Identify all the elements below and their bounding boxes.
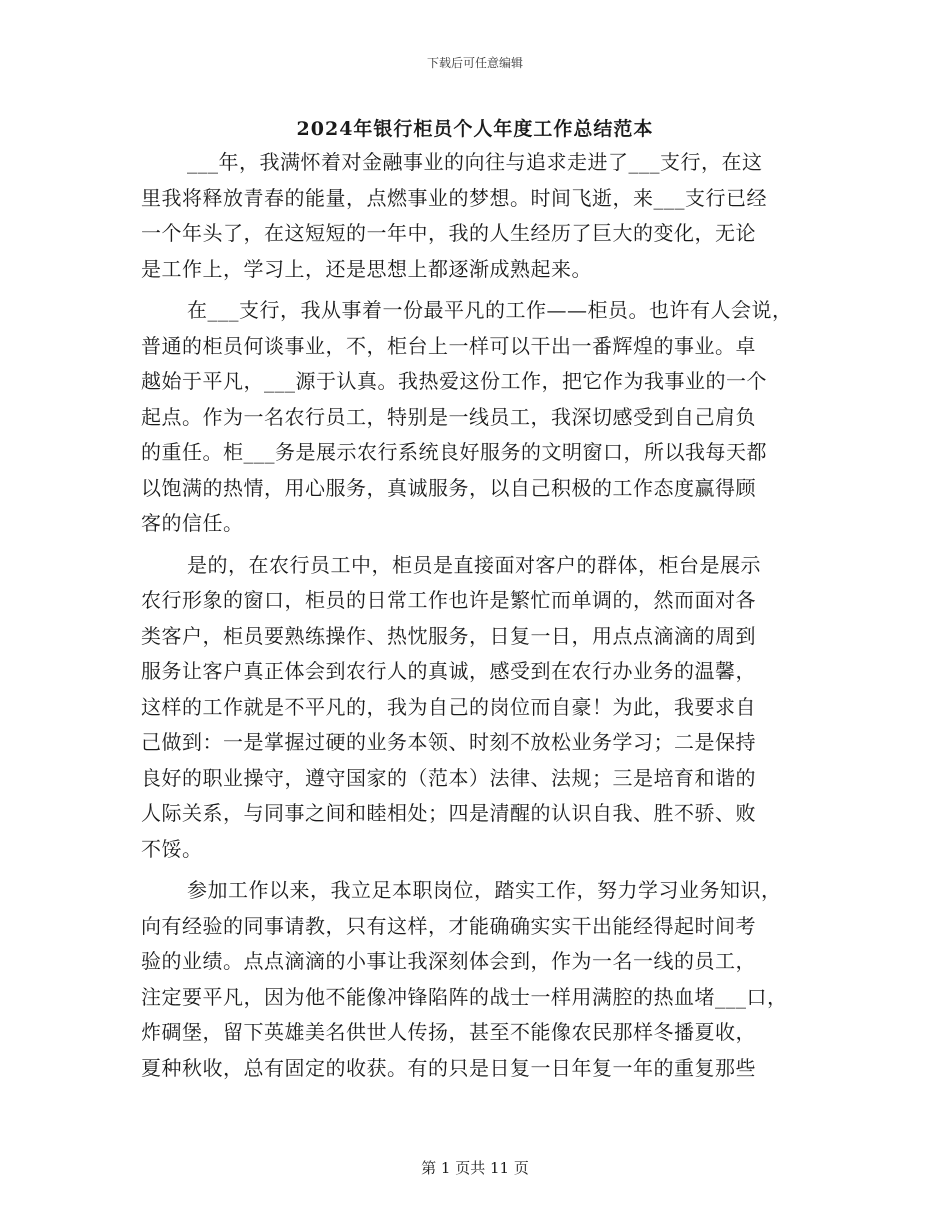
paragraph-line: 农行形象的窗口，柜员的日常工作也许是繁忙而单调的，然而面对各 (141, 588, 756, 612)
paragraph-line: 夏种秋收，总有固定的收获。有的只是日复一日年复一年的重复那些 (141, 1055, 756, 1080)
header-note: 下载后可任意编辑 (426, 56, 523, 70)
paragraph-2 (141, 293, 821, 542)
paragraph-line: 炸碉堡，留下英雄美名供世人传扬，甚至不能像农民那样冬播夏收， (141, 1020, 756, 1044)
paragraph-line: 良好的职业操守，遵守国家的（范本）法律、法规；三是培育和谐的 (141, 765, 756, 790)
paragraph-line: 服务让客户真正体会到农行人的真诚，感受到在农行办业务的温馨， (141, 659, 756, 683)
paragraph-line: 这样的工作就是不平凡的，我为自己的岗位而自豪！为此，我要求自 (141, 694, 756, 719)
paragraph-line: 里我将释放青春的能量，点燃事业的梦想。时间飞逝，来___支行已经 (141, 185, 767, 210)
paragraph-line: 在___支行，我从事着一份最平凡的工作——柜员。也许有人会说， (187, 298, 793, 322)
paragraph-line: 是工作上，学习上，还是思想上都逐渐成熟起来。 (141, 256, 592, 281)
paragraph-3 (141, 548, 821, 868)
paragraph-line: 不馁。 (141, 836, 203, 861)
paragraph-line: ___年，我满怀着对金融事业的向往与追求走进了___支行，在这 (187, 150, 763, 174)
paragraph-line: 参加工作以来，我立足本职岗位，踏实工作，努力学习业务知识， (187, 878, 782, 902)
page-footer: 第 1 页共 11 页 (421, 1159, 529, 1177)
paragraph-1 (141, 145, 821, 287)
paragraph-line: 越始于平凡，___源于认真。我热爱这份工作，把它作为我事业的一个 (141, 369, 767, 393)
paragraph-line: 类客户，柜员要熟练操作、热忱服务，日复一日，用点点滴滴的周到 (141, 623, 756, 648)
paragraph-line: 起点。作为一名农行员工，特别是一线员工，我深切感受到自己肩负 (141, 404, 756, 429)
document-title: 2024年银行柜员个人年度工作总结范本 (296, 118, 654, 140)
paragraph-line: 注定要平凡，因为他不能像冲锋陷阵的战士一样用满腔的热血堵___口， (141, 984, 788, 1009)
paragraph-line: 的重任。柜___务是展示农行系统良好服务的文明窗口，所以我每天都 (141, 440, 767, 464)
document-body (141, 145, 821, 1086)
paragraph-line: 己做到：一是掌握过硬的业务本领、时刻不放松业务学习；二是保持 (141, 730, 756, 754)
paragraph-line: 人际关系，与同事之间和睦相处；四是清醒的认识自我、胜不骄、败 (141, 801, 756, 825)
paragraph-line: 以饱满的热情，用心服务，真诚服务，以自己积极的工作态度赢得顾 (141, 475, 756, 500)
paragraph-line: 向有经验的同事请教，只有这样，才能确确实实干出能经得起时间考 (141, 913, 756, 938)
paragraph-line: 普通的柜员何谈事业，不，柜台上一样可以干出一番辉煌的事业。卓 (141, 333, 756, 358)
paragraph-line: 客的信任。 (141, 511, 244, 535)
paragraph-line: 验的业绩。点点滴滴的小事让我深刻体会到，作为一名一线的员工， (141, 949, 756, 973)
paragraph-line: 一个年头了，在这短短的一年中，我的人生经历了巨大的变化，无论 (141, 221, 756, 245)
paragraph-line: 是的，在农行员工中，柜员是直接面对客户的群体，柜台是展示 (187, 552, 761, 577)
paragraph-4 (141, 873, 821, 1086)
